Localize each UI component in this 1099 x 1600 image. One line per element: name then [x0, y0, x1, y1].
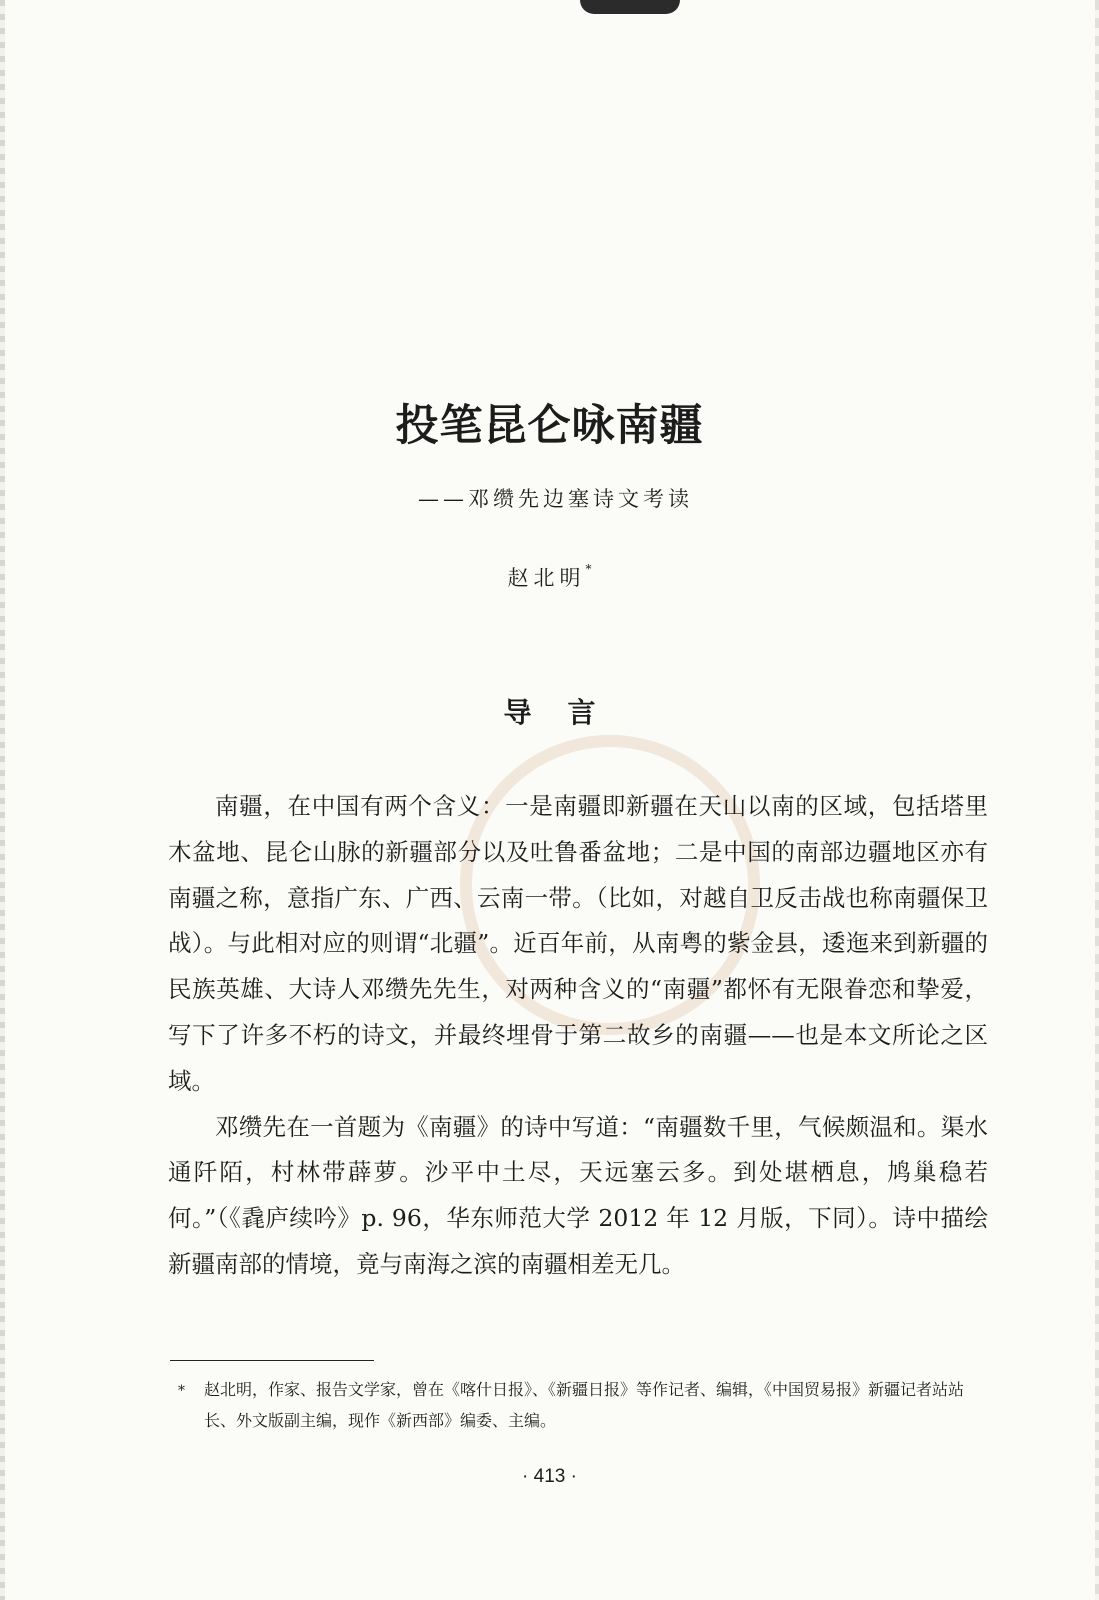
paragraph-2: 邓缵先在一首题为《南疆》的诗中写道：“南疆数千里，气候颇温和。渠水通阡陌，村林带薜萝。沙平中土尽，天远塞云多。到处堪栖息，鸠巢稳若何。”（《毳庐续吟》p. 96，华东师范大学 2012 年 12 月版，下同）。诗中描绘新疆南部的情境，竟与南海之滨的南疆相差无几。 — [168, 1112, 988, 1278]
page-number: · 413 · — [522, 1466, 577, 1487]
scan-edge-left — [0, 0, 5, 1600]
article-subtitle: ——邓缵先边塞诗文考读 — [418, 487, 693, 511]
author-footnote-mark: * — [585, 562, 592, 576]
author-line — [0, 558, 1099, 593]
scan-edge-right — [1095, 0, 1099, 1600]
footnote-star: * — [178, 1383, 185, 1399]
body-text — [168, 784, 988, 1288]
footnote-text: 赵北明，作家、报告文学家，曾在《喀什日报》、《新疆日报》等作记者、编辑，《中国贸易报》新疆记者站站长、外文版副主编，现作《新西部》编委、主编。 — [204, 1380, 965, 1430]
scan-corner-mark — [580, 0, 680, 14]
paragraph-1: 南疆，在中国有两个含义：一是南疆即新疆在天山以南的区域，包括塔里木盆地、昆仑山脉的新疆部分以及吐鲁番盆地；二是中国的南部边疆地区亦有南疆之称，意指广东、广西、云南一带。（比如，对越自卫反击战也称南疆保卫战）。与此相对应的则谓“北疆”。近百年前，从南粤的紫金县，逶迤来到新疆的民族英雄、大诗人邓缵先先生，对两种含义的“南疆”都怀有无限眷恋和挚爱，写下了许多不朽的诗文，并最终埋骨于第二故乡的南疆——也是本文所论之区域。 — [168, 792, 988, 1095]
section-heading-char-2: 言 — [567, 696, 596, 729]
section-heading-char-1: 导 — [503, 696, 532, 729]
article-title: 投笔昆仑咏南疆 — [395, 401, 704, 451]
section-heading — [0, 693, 1099, 733]
footnote-rule — [170, 1360, 374, 1361]
author-name: 赵北明 — [507, 566, 586, 590]
footnote — [178, 1374, 994, 1436]
